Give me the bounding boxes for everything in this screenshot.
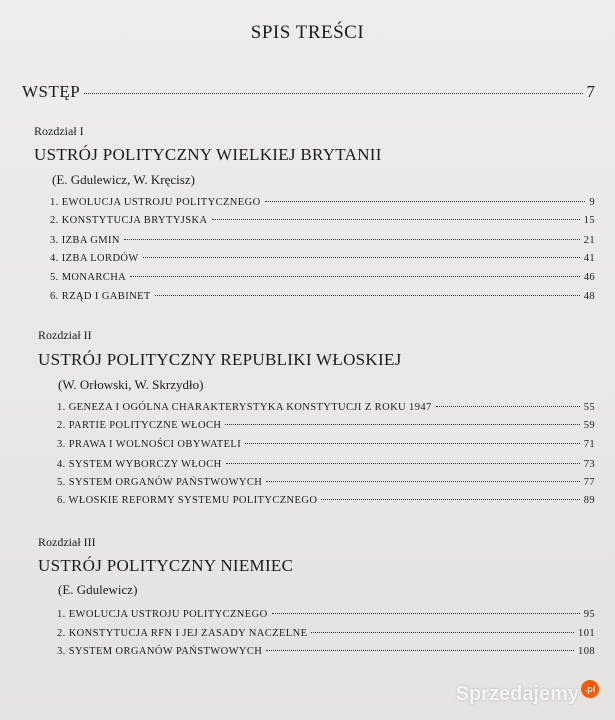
toc-entry-label: 4. IZBA LORDÓW [50, 253, 139, 264]
toc-entry-label: 5. SYSTEM ORGANÓW PAŃSTWOWYCH [57, 477, 263, 488]
toc-entry-page: 46 [583, 272, 595, 283]
toc-entry [57, 439, 595, 450]
chapter-title: USTRÓJ POLITYCZNY REPUBLIKI WŁOSKIEJ [38, 350, 402, 369]
toc-entry-page: 59 [583, 420, 595, 431]
toc-entry-label: 6. WŁOSKIE REFORMY SYSTEMU POLITYCZNEGO [57, 495, 318, 506]
toc-entry-page: 7 [586, 82, 595, 101]
toc-entry-page: 73 [583, 459, 595, 470]
toc-entry-label: 2. KONSTYTUCJA BRYTYJSKA [50, 215, 208, 226]
toc-entry [57, 495, 595, 506]
toc-entry-intro [22, 82, 595, 102]
dot-leader [245, 443, 580, 444]
toc-entry-label: 3. PRAWA I WOLNOŚCI OBYWATELI [57, 439, 242, 450]
dot-leader [265, 201, 586, 202]
toc-entry [57, 420, 595, 431]
toc-entry [57, 477, 595, 488]
toc-entry [50, 272, 595, 283]
toc-entry [50, 215, 595, 226]
dot-leader [124, 239, 580, 240]
toc-entry-label: 1. GENEZA I OGÓLNA CHARAKTERYSTYKA KONSTYTUCJI Z ROKU 1947 [57, 402, 432, 413]
toc-entry [50, 235, 595, 246]
chapter-title: USTRÓJ POLITYCZNY WIELKIEJ BRYTANII [34, 145, 382, 164]
chapter-number: Rozdział III [38, 535, 96, 549]
dot-leader [311, 632, 574, 633]
dot-leader [225, 424, 579, 425]
toc-entry-label: WSTĘP [22, 82, 81, 101]
toc-entry [50, 253, 595, 264]
dot-leader [212, 219, 580, 220]
toc-entry-page: 21 [583, 235, 595, 246]
toc-entry-label: 5. MONARCHA [50, 272, 127, 283]
dot-leader [226, 463, 580, 464]
toc-entry-page: 15 [583, 215, 595, 226]
toc-entry-page: 108 [578, 646, 595, 657]
toc-entry [50, 291, 595, 302]
dot-leader [130, 276, 580, 277]
chapter-number: Rozdział II [38, 328, 92, 342]
toc-entry-page: 101 [578, 628, 595, 639]
toc-entry-page: 71 [583, 439, 595, 450]
toc-entry-label: 3. SYSTEM ORGANÓW PAŃSTWOWYCH [57, 646, 263, 657]
watermark-logo [456, 683, 599, 706]
toc-entry [57, 646, 595, 657]
toc-entry-page: 77 [583, 477, 595, 488]
toc-entry [57, 609, 595, 620]
dot-leader [143, 257, 580, 258]
toc-entry-page: 89 [583, 495, 595, 506]
page-title: SPIS TREŚCI [250, 22, 365, 43]
dot-leader [266, 481, 579, 482]
toc-entry-page: 55 [583, 402, 595, 413]
watermark-suffix: .pl [581, 680, 599, 698]
dot-leader [84, 93, 582, 94]
toc-entry-page: 41 [583, 253, 595, 264]
dot-leader [266, 650, 574, 651]
toc-entry [50, 197, 595, 208]
toc-entry-label: 3. IZBA GMIN [50, 235, 120, 246]
toc-entry-label: 2. KONSTYTUCJA RFN I JEJ ZASADY NACZELNE [57, 628, 308, 639]
dot-leader [272, 613, 580, 614]
toc-entry-page: 95 [583, 609, 595, 620]
toc-entry-label: 4. SYSTEM WYBORCZY WŁOCH [57, 459, 222, 470]
toc-entry-page: 48 [583, 291, 595, 302]
chapter-authors: (E. Gdulewicz, W. Kręcisz) [52, 172, 195, 187]
toc-entry [57, 628, 595, 639]
chapter-authors: (W. Orłowski, W. Skrzydło) [58, 377, 204, 392]
toc-entry [57, 402, 595, 413]
toc-entry-label: 6. RZĄD I GABINET [50, 291, 151, 302]
toc-entry-page: 9 [589, 197, 595, 208]
chapter-authors: (E. Gdulewicz) [58, 582, 138, 597]
toc-entry-label: 1. EWOLUCJA USTROJU POLITYCZNEGO [50, 197, 261, 208]
chapter-title: USTRÓJ POLITYCZNY NIEMIEC [38, 556, 294, 575]
dot-leader [321, 499, 579, 500]
dot-leader [155, 295, 580, 296]
dot-leader [436, 406, 580, 407]
watermark-text: Sprzedajemy [455, 683, 579, 705]
toc-entry [57, 459, 595, 470]
toc-entry-label: 2. PARTIE POLITYCZNE WŁOCH [57, 420, 222, 431]
toc-entry-label: 1. EWOLUCJA USTROJU POLITYCZNEGO [57, 609, 268, 620]
chapter-number: Rozdział I [34, 124, 84, 138]
